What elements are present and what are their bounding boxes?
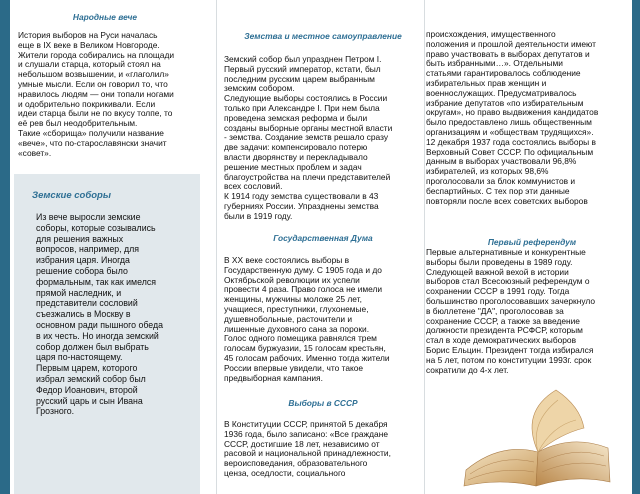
text-zemstva: Земский собор был упразднен Петром I. Первый русский император, кстати, был последним русским царем выбранным земским собором. Следующие выборы состоялись в России только при Александре I. При нем была проведена земская реформа и были созданы выборные органы местной власти - земства. Создание земств решало сразу две задачи: компенсировало потерю власти дворянству и перекладывало решение местных проблем и задач благоустройства на плечи представителей всех сословий. К 1914 году земства существовали в 43 губерниях России. Упразднены земства были в 1919 году. xyxy=(224,54,393,221)
heading-narodnye-veche: Народные вече xyxy=(72,12,138,22)
heading-gosudarstvennaya-duma: Государственная Дума xyxy=(273,233,373,243)
column-left xyxy=(0,0,212,494)
text-gosudarstvennaya-duma: В XX веке состоялись выборы в Государственную думу. С 1905 года и до Октябрьской революции их успели провести 4 раза. Право голоса не имели женщины, мужчины моложе 25 лет, учащиеся, преступники, глухонемые, душевнобольные, расточители и лишенные духовного сана за пороки. Голос одного помещика равнялся трем голосам буржуазии, 15 голосам крестьян, 45 голосам рабочих. Именно тогда жители России впервые увидели, что такое предвыборная кампания. xyxy=(224,255,390,383)
heading-zemskie-sobory: Земские соборы xyxy=(32,190,111,201)
heading-vybory-v-sssr: Выборы в СССР xyxy=(288,398,358,408)
text-vybory-v-sssr: В Конституции СССР, принятой 5 декабря 1936 года, было записано: «Все граждане СССР, достигшие 18 лет, независимо от расовой и национальной принадлежности, вероисповедания, образовательного ценза, оседлости, социального xyxy=(224,419,391,478)
text-pervyi-referendum: Первые альтернативные и конкурентные выборы были проведены в 1989 году. Следующей важной вехой в истории выборов стал Всесоюзный референдум о сохранении СССР в 1991 году. Тогда большинство проголосовавших зачеркнуло в бюллетене "ДА", проголосовав за сохранение СССР, а также за введение должности президента РСФСР, которым стал в ходе демократических выборов Борис Ельцин. Президент тогда избирался на 5 лет, потом по конституции 1993г. срок сократили до 4-х лет. xyxy=(426,247,595,375)
zemskie-sobory-panel xyxy=(14,174,200,494)
heading-pervyi-referendum: Первый референдум xyxy=(487,237,577,247)
column-divider xyxy=(216,0,217,494)
heading-zemstva: Земства и местное самоуправление xyxy=(244,31,402,41)
text-zemskie-sobory: Из вече выросли земские соборы, которые созывались для решения важных вопросов, например, для избрания царя. Иногда решение собора было формальным, так как имелся прямой наследник, и представители сословий съезжались в Москву в основном ради пышного обеда в их честь. Но иногда земский собор должен был выбрать царя по-настоящему. Первым царем, которого избрал земский собор был Федор Иоанович, второй русский царь и сын Ивана Грозного. xyxy=(36,212,164,417)
text-sssr-continued: происхождения, имущественного положения и прошлой деятельности имеют право участвовать в выборах депутатов и быть избранными…». Отдельными статьями гарантировалось соблюдение избирательных прав женщин и военнослужащих. Предусматривалось избрание депутатов «по избирательным округам», но право выдвижения кандидатов было предоставлено лишь общественным организациям и «обществам трудящихся». 12 декабря 1937 года состоялись выборы в Верховный Совет СССР. По официальным данным в выборах участвовали 96,8% избирателей, из которых 98,6% проголосовали за блок коммунистов и беспартийных. С тех пор эти данные повторяли после всех советских выборов xyxy=(426,29,599,206)
text-narodnye-veche: История выборов на Руси началась еще в IX веке в Великом Новгороде. Жители города собирались на площади и слушали старца, который стоял на небольшом возвышении, и «глаголил» умные мысли. Если он говорил то, что нравилось людям — они топали ногами и одобрительно покрикивали. Если идеи старца были не по вкусу толпе, то её рев был неодобрительным. Такие «сборища» получили название «вече», что по-старославянски значит «совет». xyxy=(18,30,175,158)
open-book-photo xyxy=(460,382,612,488)
column-divider xyxy=(424,0,425,494)
